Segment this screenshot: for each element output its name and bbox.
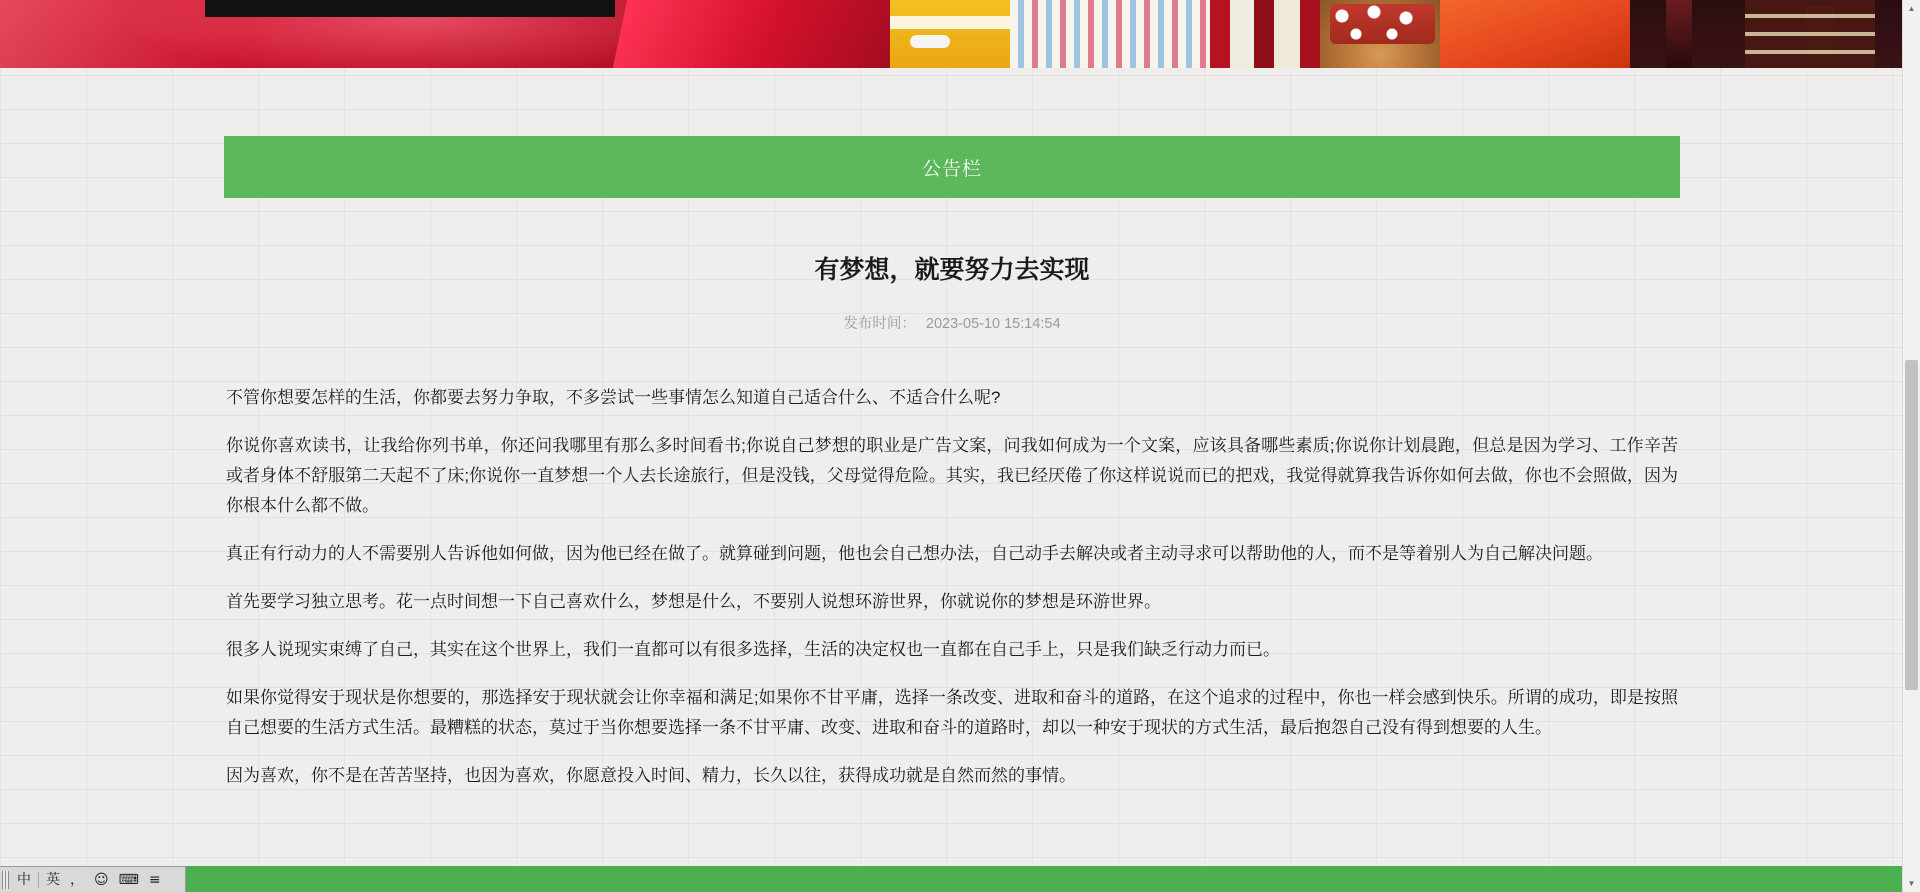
- banner-book-stack: [1210, 0, 1320, 68]
- vertical-scrollbar[interactable]: [1902, 0, 1920, 892]
- page-footer-bar: [0, 866, 1920, 892]
- article-paragraph: 如果你觉得安于现状是你想要的，那选择安于现状就会让你幸福和满足;如果你不甘平庸，选择一条改变、进取和奋斗的道路，在这个追求的过程中，你也一样会感到快乐。所谓的成功，即是按照自己想要的生活方式生活。最糟糕的状态，莫过于当你想要选择一条不甘平庸、改变、进取和奋斗的道路时，却以一种安于现状的方式生活，最后抱怨自己没有得到想要的人生。: [226, 688, 1678, 737]
- banner-striped-books: [1010, 0, 1210, 68]
- notice-container: [224, 136, 1680, 809]
- publish-time-label: 发布时间：: [843, 316, 916, 332]
- promo-banner-image: [0, 0, 1920, 68]
- ime-english-button[interactable]: 英: [46, 871, 60, 888]
- banner-yellow-can: [890, 0, 1010, 68]
- article-paragraph: 很多人说现实束缚了自己，其实在这个世界上，我们一直都可以有很多选择，生活的决定权也一直都在自己手上，只是我们缺乏行动力而已。: [226, 640, 1280, 659]
- ime-separator: [38, 872, 39, 888]
- article-paragraph: 首先要学习独立思考。花一点时间想一下自己喜欢什么，梦想是什么，不要别人说想环游世界，你就说你的梦想是环游世界。: [226, 592, 1161, 611]
- scroll-up-arrow-icon[interactable]: ▲: [1903, 0, 1920, 17]
- banner-black-bar: [205, 0, 615, 17]
- ime-emoji-icon[interactable]: ☺: [94, 871, 109, 888]
- article-title: 有梦想，就要努力去实现: [814, 256, 1090, 284]
- ime-toolbar[interactable]: [0, 866, 186, 892]
- article-paragraph: 因为喜欢，你不是在苦苦坚持，也因为喜欢，你愿意投入时间、精力，长久以往，获得成功就是自然而然的事情。: [226, 766, 1076, 785]
- ime-language-button[interactable]: 中: [17, 871, 31, 888]
- article-body: [224, 383, 1680, 791]
- notice-board-header: 公告栏: [224, 136, 1680, 198]
- publish-time-value: 2023-05-10 15:14:54: [925, 316, 1061, 332]
- banner-polkadot-bag: [1330, 4, 1435, 44]
- ime-keyboard-icon[interactable]: ⌨: [118, 871, 139, 888]
- ime-menu-icon[interactable]: ≡: [148, 871, 161, 888]
- page-content-area: [0, 68, 1920, 892]
- banner-shelf: [1745, 0, 1875, 68]
- scrollbar-thumb[interactable]: [1905, 360, 1918, 690]
- article-paragraph: 不管你想要怎样的生活，你都要去努力争取，不多尝试一些事情怎么知道自己适合什么、不适合什么呢?: [226, 388, 1001, 407]
- article-meta: [224, 312, 1680, 333]
- article-paragraph: 你说你喜欢读书，让我给你列书单，你还问我哪里有那么多时间看书;你说自己梦想的职业是广告文案，问我如何成为一个文案，应该具备哪些素质;你说你计划晨跑，但总是因为学习、工作辛苦或者身体不舒服第二天起不了床;你说你一直梦想一个人去长途旅行，但是没钱，父母觉得危险。其实，我已经厌倦了你这样说说而已的把戏，我觉得就算我告诉你如何去做，你也不会照做，因为你根本什么都不做。: [226, 436, 1678, 515]
- scroll-down-arrow-icon[interactable]: ▼: [1903, 875, 1920, 892]
- article-paragraph: 真正有行动力的人不需要别人告诉他如何做，因为他已经在做了。就算碰到问题，他也会自己想办法，自己动手去解决或者主动寻求可以帮助他的人，而不是等着别人为自己解决问题。: [226, 544, 1603, 563]
- ime-drag-handle[interactable]: [2, 871, 9, 889]
- banner-white-label: [910, 35, 950, 48]
- banner-orange-block: [1440, 0, 1630, 68]
- ime-punctuation-button[interactable]: ，: [70, 871, 84, 888]
